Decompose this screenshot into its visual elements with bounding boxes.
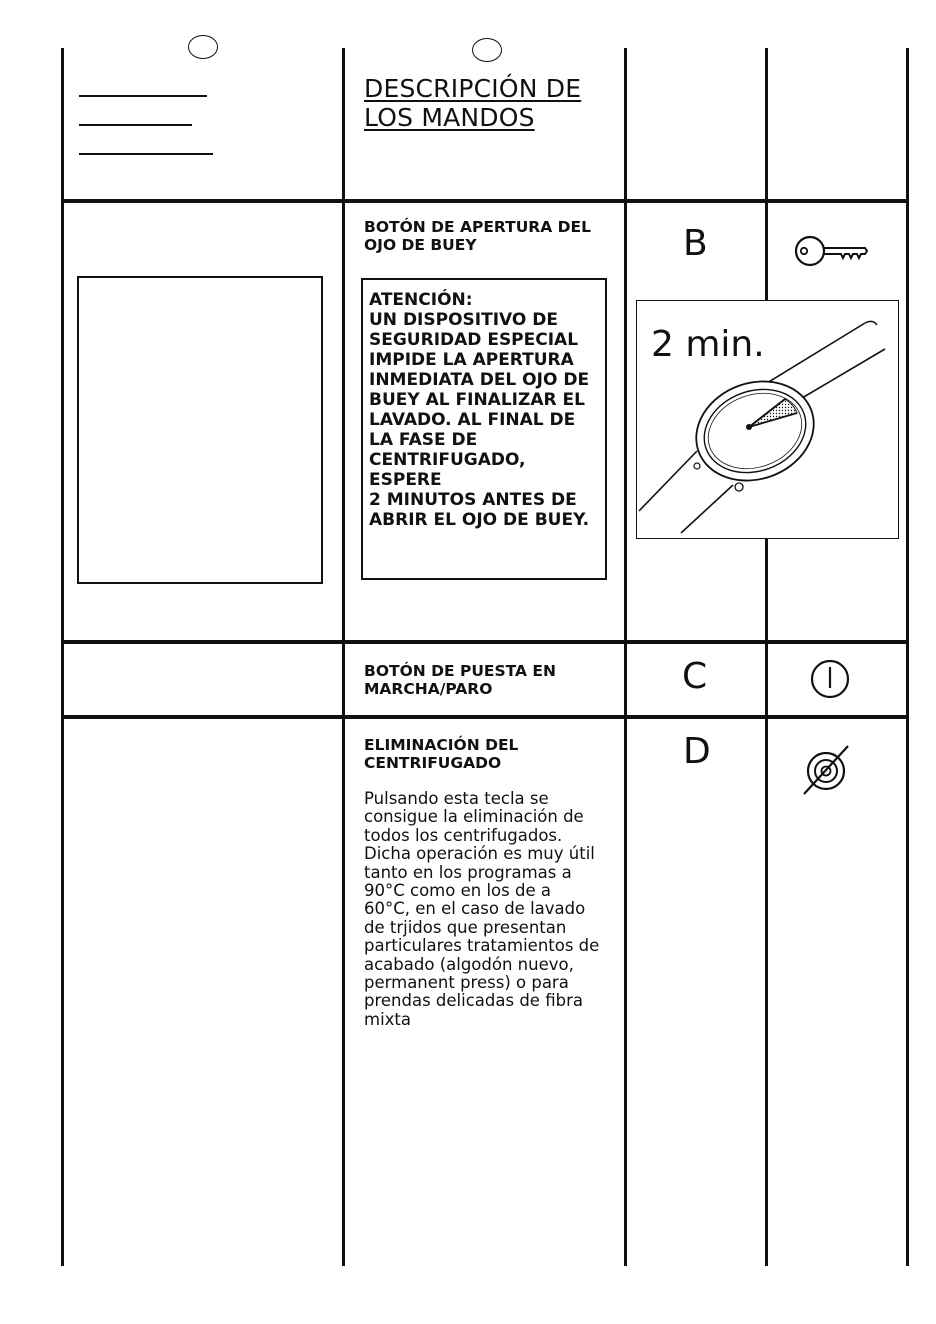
warning-line: LAVADO. AL FINAL DE — [369, 410, 576, 430]
section-b-heading-line-2: OJO DE BUEY — [364, 236, 477, 254]
warning-line: ATENCIÓN: — [369, 290, 473, 310]
warning-text — [369, 290, 601, 530]
description-line: 60°C, en el caso de lavado — [364, 899, 586, 919]
wristwatch-illustration — [636, 300, 899, 539]
language-marker-circle-left — [188, 35, 218, 59]
section-b-heading-line-1: BOTÓN DE APERTURA DEL — [364, 218, 591, 236]
warning-line: ABRIR EL OJO DE BUEY. — [369, 510, 590, 530]
warning-line: CENTRIFUGADO, ESPERE — [369, 450, 526, 490]
section-c-heading — [364, 662, 556, 698]
warning-line: UN DISPOSITIVO DE — [369, 310, 558, 330]
language-marker-circle-right — [472, 38, 502, 62]
section-d-heading — [364, 736, 518, 772]
blank-title-line-1 — [79, 95, 207, 97]
wristwatch-icon — [637, 301, 898, 538]
description-line: consigue la eliminación de — [364, 807, 584, 827]
description-line: de trjidos que presentan — [364, 917, 567, 937]
warning-line: IMPIDE LA APERTURA — [369, 350, 574, 370]
row-divider-2 — [62, 640, 908, 644]
description-line: acabado (algodón nuevo, — [364, 954, 574, 974]
key-icon — [793, 232, 869, 272]
column-divider-2 — [342, 48, 345, 1266]
power-icon — [808, 658, 852, 700]
section-c-heading-line-2: MARCHA/PARO — [364, 680, 493, 698]
section-d-heading-line-2: CENTRIFUGADO — [364, 754, 502, 772]
page-title-line-1: DESCRIPCIÓN DE — [364, 74, 582, 103]
section-b-letter: B — [683, 223, 708, 264]
column-divider-1 — [61, 48, 64, 1266]
description-line: permanent press) o para — [364, 973, 569, 993]
page-title — [364, 74, 581, 132]
warning-line: 2 MINUTOS ANTES DE — [369, 490, 577, 510]
description-line: tanto en los programas a — [364, 862, 572, 882]
blank-title-line-3 — [79, 153, 213, 155]
blank-title-line-2 — [79, 124, 192, 126]
section-d-heading-line-1: ELIMINACIÓN DEL — [364, 736, 519, 754]
warning-line: BUEY AL FINALIZAR EL — [369, 390, 585, 410]
row-divider-3 — [62, 715, 908, 719]
description-line: particulares tratamientos de — [364, 936, 600, 956]
column-divider-5 — [906, 48, 909, 1266]
row-divider-1 — [62, 199, 908, 203]
warning-line: SEGURIDAD ESPECIAL — [369, 330, 579, 350]
warning-line: INMEDIATA DEL OJO DE — [369, 370, 590, 390]
column-divider-3 — [624, 48, 627, 1266]
blank-translation-box — [77, 276, 323, 584]
description-line: todos los centrifugados. — [364, 825, 563, 845]
description-line: mixta — [364, 1009, 412, 1029]
description-line: prendas delicadas de fibra — [364, 991, 583, 1011]
warning-line: LA FASE DE — [369, 430, 478, 450]
section-d-letter: D — [683, 731, 711, 772]
section-b-heading — [364, 218, 591, 254]
wait-time-label: 2 min. — [651, 324, 765, 365]
page-title-line-2: LOS MANDOS — [364, 103, 535, 132]
section-c-letter: C — [682, 656, 708, 697]
no-spin-icon — [800, 742, 852, 798]
description-line: Pulsando esta tecla se — [364, 789, 549, 808]
description-line: 90°C como en los de a — [364, 881, 551, 901]
column-divider-4 — [765, 48, 768, 1266]
no-spin-description — [364, 790, 614, 1029]
section-c-heading-line-1: BOTÓN DE PUESTA EN — [364, 662, 556, 680]
description-line: Dicha operación es muy útil — [364, 844, 595, 864]
